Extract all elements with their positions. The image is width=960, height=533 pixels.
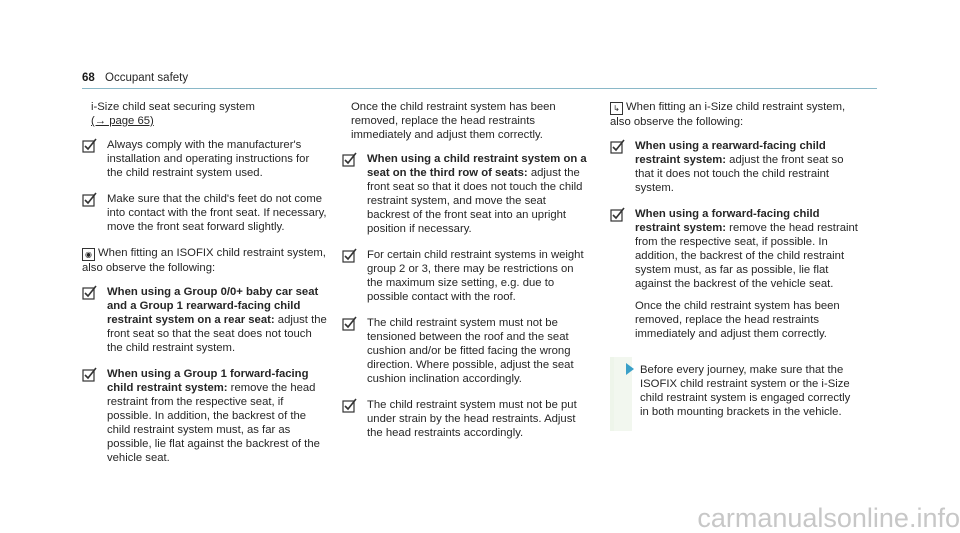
checkbox-icon <box>82 285 97 300</box>
page-ref-link[interactable]: (→ page 65) <box>91 115 154 127</box>
isofix-note-text: When fitting an ISOFIX child restraint system, also observe the following: <box>82 247 326 274</box>
header-divider <box>82 88 877 89</box>
checklist-text: adjust the front seat so that it does not touch the child restraint system. <box>635 154 844 194</box>
checkbox-icon <box>342 248 357 263</box>
isofix-icon: ◉ <box>82 248 95 261</box>
checklist-text: Make sure that the child's feet do not come into contact with the front seat. If necessary, move the front seat forward slightly. <box>107 193 327 233</box>
checkbox-icon <box>342 398 357 413</box>
note-box <box>610 357 860 431</box>
isize-note-text: When fitting an i-Size child restraint system, also observe the following: <box>610 101 846 128</box>
column-1 <box>82 100 327 477</box>
intro-paragraph <box>82 100 327 128</box>
column-2 <box>342 100 587 452</box>
isize-note <box>610 100 860 129</box>
checklist-heading: When using a Group 1 forward-facing child restraint system: <box>107 368 309 394</box>
checkbox-icon <box>82 138 97 153</box>
page-header <box>82 71 188 85</box>
checklist-text: remove the head restraint from the respective seat, if possible. In addition, the backrest of the child restraint system must, as far as possible, lie flat against the backrest of the vehicle seat. <box>635 222 858 290</box>
checklist-item <box>82 285 327 355</box>
checklist-item <box>82 367 327 465</box>
checklist-text: Always comply with the manufacturer's installation and operating instructions for the child restraint system used. <box>107 139 310 179</box>
checklist-item <box>610 207 860 341</box>
isofix-note <box>82 246 327 275</box>
column-3 <box>610 100 860 431</box>
checklist-item <box>342 316 587 386</box>
checklist-item <box>342 248 587 304</box>
note-text: Before every journey, make sure that the ISOFIX child restraint system or the i-Size child restraint system is engaged correctly in both mounting brackets in the vehicle. <box>640 364 851 418</box>
checklist-heading: When using a rearward-facing child restraint system: <box>635 140 826 166</box>
checklist-heading: When using a Group 0/0+ baby car seat and a Group 1 rearward-facing child restraint system on a rear seat: <box>107 286 319 326</box>
checklist-item <box>82 192 327 234</box>
checklist-item <box>342 398 587 440</box>
checklist-item <box>610 139 860 195</box>
checklist-text: adjust the front seat so that it does not touch the child restraint system, and move the seat backrest of the front seat into an upright position if necessary. <box>367 167 583 235</box>
isize-icon: ↳ <box>610 102 623 115</box>
checklist-item <box>342 152 587 236</box>
checklist-text: For certain child restraint systems in weight group 2 or 3, there may be restrictions on the maximum size setting, e.g. due to possible contact with the roof. <box>367 249 584 303</box>
checklist-text: The child restraint system must not be tensioned between the roof and the seat cushion and/or be fitted facing the wrong direction. Where possible, adjust the seat cushion inclination accordingly. <box>367 317 574 385</box>
checklist-heading: When using a forward-facing child restraint system: <box>635 208 820 234</box>
checklist-heading: When using a child restraint system on a seat on the third row of seats: <box>367 153 587 179</box>
checkbox-icon <box>342 316 357 331</box>
checkbox-icon <box>610 139 625 154</box>
arrow-right-icon <box>626 363 634 375</box>
paragraph: Once the child restraint system has been removed, replace the head restraints immediately and adjust them correctly. <box>351 101 556 141</box>
checklist-text: adjust the front seat so that the seat does not touch the child restraint system. <box>107 314 327 354</box>
checkbox-icon <box>82 192 97 207</box>
page-number: 68 <box>82 72 95 84</box>
checkbox-icon <box>82 367 97 382</box>
checkbox-icon <box>342 152 357 167</box>
checkbox-icon <box>610 207 625 222</box>
checklist-text: The child restraint system must not be put under strain by the head restraints. Adjust the head restraints accordingly. <box>367 399 577 439</box>
checklist-item <box>82 138 327 180</box>
section-title: Occupant safety <box>105 72 189 84</box>
intro-text: i-Size child seat securing system <box>91 101 255 113</box>
checklist-text: remove the head restraint from the respective seat, if possible. In addition, the backrest of the child restraint system must, as far as possible, lie flat against the backrest of the vehicle seat. <box>107 382 320 464</box>
watermark: carmanualsonline.info <box>697 503 960 533</box>
checklist-subparagraph: Once the child restraint system has been removed, replace the head restraints immediately and adjust them correctly. <box>635 300 840 340</box>
